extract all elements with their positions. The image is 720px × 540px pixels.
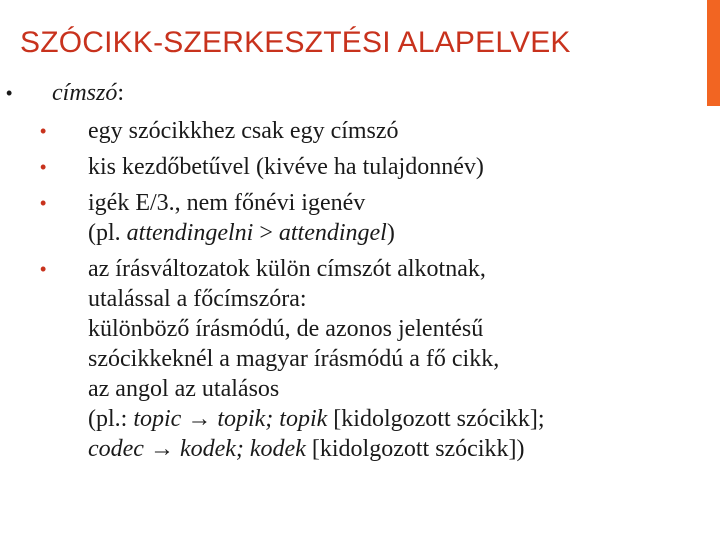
item-line: kis kezdőbetűvel (kivéve ha tulajdonnév)	[88, 154, 484, 180]
example-prefix: (pl.	[88, 220, 127, 246]
bullet-icon: •	[40, 193, 47, 213]
example-note: [kidolgozott szócikk];	[327, 406, 545, 432]
item-line: utalással a főcímszóra:	[88, 286, 307, 312]
item-line: egy szócikkhez csak egy címszó	[88, 118, 399, 144]
level1-bullet: •	[6, 83, 13, 103]
bullet-icon: •	[40, 259, 47, 279]
list-item	[40, 152, 545, 182]
item-line: szócikkeknél a magyar írásmódú a fő cikk,	[88, 346, 500, 372]
example-prefix: (pl.:	[88, 406, 134, 432]
level1-suffix: :	[117, 80, 125, 106]
sub-bullet-list	[40, 116, 545, 470]
bullet-icon: •	[40, 121, 47, 141]
item-example-line	[88, 434, 545, 464]
list-item	[40, 116, 545, 146]
example-terms: topic → topik; topik	[133, 406, 328, 432]
list-item	[40, 254, 545, 464]
example-term-infinitive: attendingelni	[126, 220, 254, 246]
slide-title: SZÓCIKK-SZERKESZTÉSI ALAPELVEK	[20, 26, 571, 59]
item-line: az írásváltozatok külön címszót alkotnak,	[88, 256, 486, 282]
item-example-line	[88, 404, 545, 434]
level1-text	[52, 78, 124, 108]
bullet-icon: •	[40, 157, 47, 177]
list-item	[40, 188, 545, 248]
example-terms: codec → kodek; kodek	[88, 436, 306, 462]
accent-bar	[707, 0, 720, 106]
level1-keyword: címszó	[52, 80, 118, 106]
item-line: különböző írásmódú, de azonos jelentésű	[88, 316, 484, 342]
item-example-line	[88, 218, 545, 248]
example-suffix: )	[386, 220, 395, 246]
item-line: igék E/3., nem főnévi igenév	[88, 190, 366, 216]
example-term-verb: attendingel	[278, 220, 387, 246]
example-note: [kidolgozott szócikk])	[305, 436, 525, 462]
item-line: az angol az utalásos	[88, 376, 280, 402]
example-separator: >	[253, 220, 279, 246]
